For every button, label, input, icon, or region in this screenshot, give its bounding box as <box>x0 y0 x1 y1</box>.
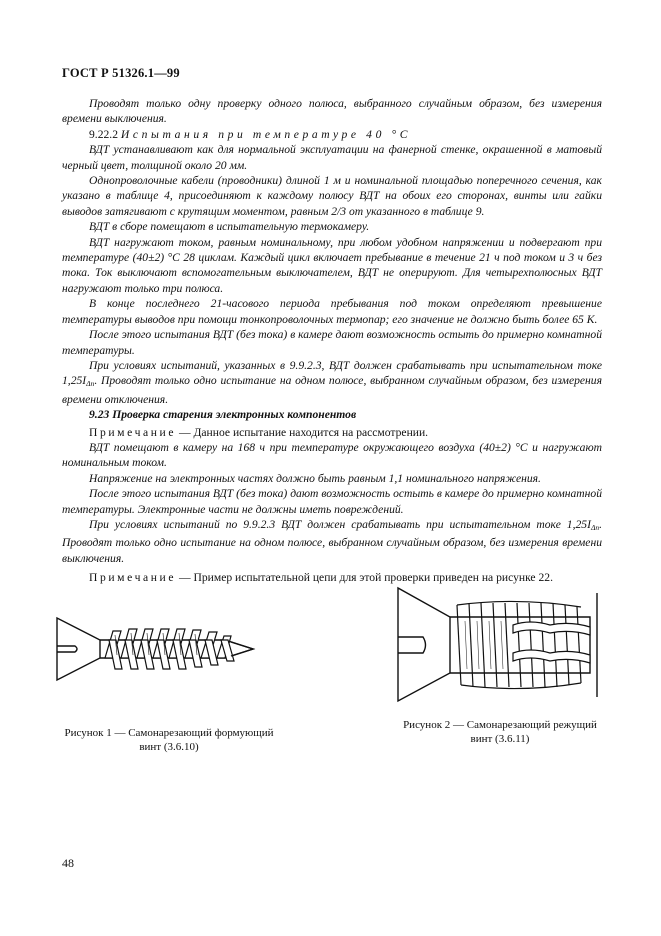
forming-screw-illustration <box>55 600 285 695</box>
note-1 <box>62 425 602 440</box>
figure-2-screw-drawing <box>395 585 610 705</box>
page-number: 48 <box>62 856 74 870</box>
note-1-label: Примечание <box>89 425 177 439</box>
paragraph-14-text-a: При условиях испытаний по 9.9.2.3 ВДТ должен срабатывать при испытательном токе 1,25I <box>89 517 591 531</box>
note-2-label: Примечание <box>89 571 177 585</box>
figure-1-screw-drawing <box>55 600 285 695</box>
paragraph-14 <box>62 517 602 566</box>
paragraph-11: ВДТ помещают в камеру на 168 ч при температуре окружающего воздуха (40±2) °С и нагружают номинальным током. <box>62 440 602 470</box>
paragraph-9-text-a: При условиях испытаний, указанных в 9.9.2.3, ВДТ должен срабатывать при испытательном токе 1,25I <box>62 358 602 388</box>
cutting-screw-illustration <box>395 585 610 705</box>
note-2 <box>62 570 602 585</box>
paragraph-1: Проводят только одну проверку одного полюса, выбранного случайным образом, без измерения времени выключения. <box>62 97 602 126</box>
section-9-23-heading: 9.23 Проверка старения электронных компонентов <box>89 408 357 422</box>
paragraph-12: Напряжение на электронных частях должно быть равным 1,1 номинального напряжения. <box>89 471 541 485</box>
paragraph-13: После этого испытания ВДТ (без тока) дают возможность остыть в камере до примерно комнатной температуры. Электронные части не должны иметь повреждений. <box>62 487 602 516</box>
note-2-text: — Пример испытательной цепи для этой проверки приведен на рисунке 22. <box>176 571 553 585</box>
paragraph-9 <box>62 358 602 407</box>
subsection-number: 9.22.2 <box>89 127 118 141</box>
paragraph-5: ВДТ в сборе помещают в испытательную термокамеру. <box>89 220 370 234</box>
current-subscript: Δn <box>590 522 600 532</box>
note-1-text: — Данное испытание находится на рассмотрении. <box>176 425 429 439</box>
figure-1-caption: Рисунок 1 — Самонарезающий формующий винт (3.6.10) <box>64 727 274 753</box>
subsection-9-22-2 <box>62 127 602 142</box>
subsection-title: Испытания при температуре 40 °С <box>120 127 412 141</box>
paragraph-8: После этого испытания ВДТ (без тока) в камере дают возможность остыть до примерно комнатной температуры. <box>62 328 602 357</box>
paragraph-9-text-b: . Проводят только одно испытание на одном полюсе, выбранном случайным образом, без измерения времени отключения. <box>62 374 602 406</box>
paragraph-4: Однопроволочные кабели (проводники) длиной 1 м и номинальной площадью поперечного сечения, как указано в таблице 4, присоединяют к каждому полюсу ВДТ на обоих его сторонах, винты или гайки выводов затягивают с крутящим моментом, равным 2/3 от указанного в таблице 9. <box>62 174 602 218</box>
current-subscript: Δn <box>86 379 95 389</box>
paragraph-3: ВДТ устанавливают как для нормальной эксплуатации на фанерной стенке, окрашенной в матовый черный цвет, толщиной около 20 мм. <box>62 143 602 172</box>
standard-header: ГОСТ Р 51326.1—99 <box>62 66 180 80</box>
paragraph-6: ВДТ нагружают током, равным номинальному, при любом удобном напряжении и подвергают при температуре (40±2) °С 28 циклам. Каждый цикл включает пребывание в течение 21 ч под током и 3 ч без тока. Ток выключают вспомогательным выключателем, ВДТ не оперируют. Для четырехполюсных ВДТ нагружают только три полюса. <box>62 235 602 295</box>
paragraph-7: В конце последнего 21-часового периода пребывания под током определяют превышение температуры выводов при помощи тонкопроволочных термопар; его значение не должно быть более 65 К. <box>62 297 602 326</box>
figure-2-caption: Рисунок 2 — Самонарезающий режущий винт (3.6.11) <box>403 719 597 745</box>
document-body <box>62 96 602 586</box>
paragraph-14-text-b: . Проводят только одно испытание на одном полюсе, выбранном случайным образом, без измерения времени выключения. <box>62 517 602 565</box>
